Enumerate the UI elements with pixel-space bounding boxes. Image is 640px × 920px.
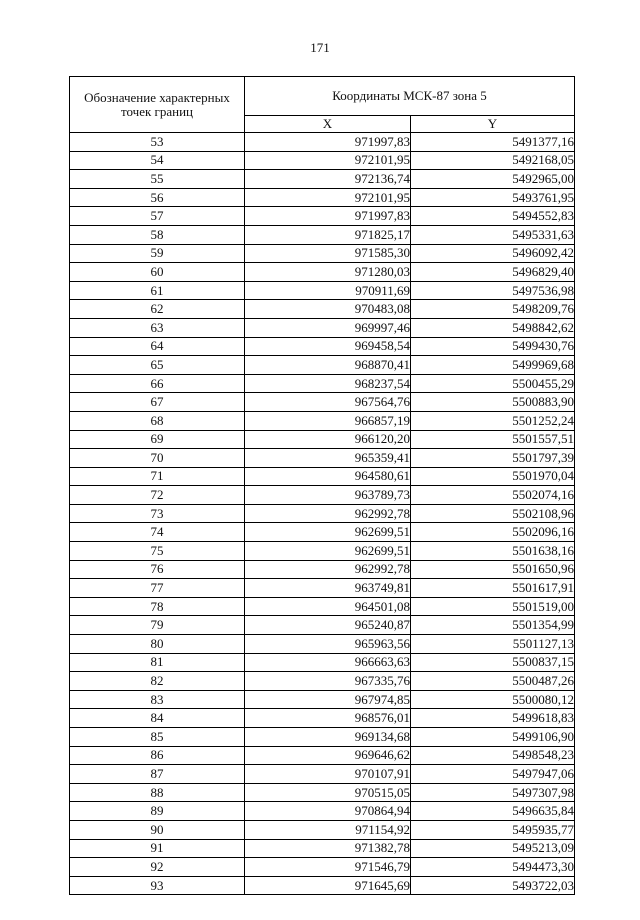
point-cell: 54 — [70, 151, 245, 170]
point-cell: 87 — [70, 765, 245, 784]
table-row — [70, 281, 575, 300]
table-row — [70, 597, 575, 616]
x-coordinate-cell: 966857,19 — [245, 411, 411, 430]
table-row — [70, 876, 575, 895]
x-coordinate-cell: 962992,78 — [245, 560, 411, 579]
x-coordinate-cell: 964580,61 — [245, 467, 411, 486]
x-coordinate-cell: 968870,41 — [245, 356, 411, 375]
point-cell: 61 — [70, 281, 245, 300]
point-cell: 89 — [70, 802, 245, 821]
point-column-header: Обозначение характерных точек границ — [70, 77, 245, 133]
table-row — [70, 579, 575, 598]
point-cell: 78 — [70, 597, 245, 616]
point-cell: 69 — [70, 430, 245, 449]
x-coordinate-cell: 963789,73 — [245, 486, 411, 505]
y-coordinate-cell: 5500487,26 — [411, 672, 575, 691]
x-coordinate-cell: 965240,87 — [245, 616, 411, 635]
table-row — [70, 449, 575, 468]
coordinates-table — [69, 76, 575, 895]
table-row — [70, 133, 575, 152]
point-cell: 83 — [70, 690, 245, 709]
y-coordinate-cell: 5499969,68 — [411, 356, 575, 375]
x-coordinate-cell: 969646,62 — [245, 746, 411, 765]
x-coordinate-cell: 971154,92 — [245, 820, 411, 839]
y-coordinate-cell: 5502096,16 — [411, 523, 575, 542]
table-row — [70, 486, 575, 505]
y-coordinate-cell: 5495331,63 — [411, 225, 575, 244]
y-coordinate-cell: 5500837,15 — [411, 653, 575, 672]
y-coordinate-cell: 5496092,42 — [411, 244, 575, 263]
table-row — [70, 374, 575, 393]
table-row — [70, 151, 575, 170]
y-coordinate-cell: 5497947,06 — [411, 765, 575, 784]
table-row — [70, 616, 575, 635]
table-row — [70, 207, 575, 226]
table-row — [70, 783, 575, 802]
point-cell: 81 — [70, 653, 245, 672]
y-coordinate-cell: 5498209,76 — [411, 300, 575, 319]
table-row — [70, 802, 575, 821]
x-coordinate-cell: 962699,51 — [245, 542, 411, 561]
x-coordinate-cell: 970911,69 — [245, 281, 411, 300]
point-cell: 82 — [70, 672, 245, 691]
x-coordinate-cell: 972101,95 — [245, 188, 411, 207]
point-cell: 88 — [70, 783, 245, 802]
y-coordinate-cell: 5502108,96 — [411, 504, 575, 523]
table-row — [70, 839, 575, 858]
table-row — [70, 188, 575, 207]
point-cell: 92 — [70, 858, 245, 877]
x-coordinate-cell: 971645,69 — [245, 876, 411, 895]
y-coordinate-cell: 5499430,76 — [411, 337, 575, 356]
x-coordinate-cell: 971997,83 — [245, 207, 411, 226]
table-row — [70, 690, 575, 709]
point-cell: 85 — [70, 728, 245, 747]
table-row — [70, 504, 575, 523]
table-row — [70, 728, 575, 747]
point-cell: 59 — [70, 244, 245, 263]
x-coordinate-cell: 969997,46 — [245, 318, 411, 337]
x-coordinate-cell: 970107,91 — [245, 765, 411, 784]
y-coordinate-cell: 5491377,16 — [411, 133, 575, 152]
x-coordinate-cell: 963749,81 — [245, 579, 411, 598]
x-coordinate-cell: 969458,54 — [245, 337, 411, 356]
x-coordinate-cell: 971997,83 — [245, 133, 411, 152]
x-coordinate-cell: 964501,08 — [245, 597, 411, 616]
point-cell: 77 — [70, 579, 245, 598]
x-coordinate-cell: 965963,56 — [245, 635, 411, 654]
y-coordinate-cell: 5499618,83 — [411, 709, 575, 728]
x-coordinate-cell: 968237,54 — [245, 374, 411, 393]
point-cell: 76 — [70, 560, 245, 579]
x-coordinate-cell: 967974,85 — [245, 690, 411, 709]
x-coordinate-cell: 962699,51 — [245, 523, 411, 542]
x-coordinate-cell: 969134,68 — [245, 728, 411, 747]
table-row — [70, 709, 575, 728]
x-coordinate-cell: 967335,76 — [245, 672, 411, 691]
table-row — [70, 393, 575, 412]
point-cell: 93 — [70, 876, 245, 895]
y-coordinate-cell: 5493761,95 — [411, 188, 575, 207]
point-cell: 53 — [70, 133, 245, 152]
y-coordinate-cell: 5498548,23 — [411, 746, 575, 765]
point-cell: 65 — [70, 356, 245, 375]
table-row — [70, 820, 575, 839]
y-coordinate-cell: 5498842,62 — [411, 318, 575, 337]
point-cell: 57 — [70, 207, 245, 226]
y-coordinate-cell: 5501354,99 — [411, 616, 575, 635]
y-coordinate-cell: 5492965,00 — [411, 170, 575, 189]
point-cell: 58 — [70, 225, 245, 244]
x-coordinate-cell: 971825,17 — [245, 225, 411, 244]
x-coordinate-cell: 970515,05 — [245, 783, 411, 802]
point-cell: 56 — [70, 188, 245, 207]
table-row — [70, 746, 575, 765]
y-column-header: Y — [411, 116, 575, 133]
y-coordinate-cell: 5492168,05 — [411, 151, 575, 170]
y-coordinate-cell: 5501252,24 — [411, 411, 575, 430]
y-coordinate-cell: 5496829,40 — [411, 263, 575, 282]
y-coordinate-cell: 5501650,96 — [411, 560, 575, 579]
y-coordinate-cell: 5495213,09 — [411, 839, 575, 858]
table-row — [70, 467, 575, 486]
point-cell: 91 — [70, 839, 245, 858]
x-coordinate-cell: 972101,95 — [245, 151, 411, 170]
point-cell: 86 — [70, 746, 245, 765]
table-row — [70, 263, 575, 282]
point-cell: 90 — [70, 820, 245, 839]
table-row — [70, 672, 575, 691]
y-coordinate-cell: 5494552,83 — [411, 207, 575, 226]
x-coordinate-cell: 971546,79 — [245, 858, 411, 877]
coordinate-system-header: Координаты МСК-87 зона 5 — [245, 77, 575, 116]
y-coordinate-cell: 5497307,98 — [411, 783, 575, 802]
table-row — [70, 411, 575, 430]
point-cell: 68 — [70, 411, 245, 430]
table-row — [70, 337, 575, 356]
y-coordinate-cell: 5500883,90 — [411, 393, 575, 412]
point-cell: 79 — [70, 616, 245, 635]
x-coordinate-cell: 970864,94 — [245, 802, 411, 821]
y-coordinate-cell: 5501970,04 — [411, 467, 575, 486]
point-cell: 73 — [70, 504, 245, 523]
y-coordinate-cell: 5499106,90 — [411, 728, 575, 747]
table-row — [70, 244, 575, 263]
y-coordinate-cell: 5501127,13 — [411, 635, 575, 654]
y-coordinate-cell: 5500080,12 — [411, 690, 575, 709]
y-coordinate-cell: 5494473,30 — [411, 858, 575, 877]
y-coordinate-cell: 5501638,16 — [411, 542, 575, 561]
point-cell: 67 — [70, 393, 245, 412]
table-header — [70, 77, 575, 133]
x-coordinate-cell: 966120,20 — [245, 430, 411, 449]
table-row — [70, 318, 575, 337]
x-coordinate-cell: 967564,76 — [245, 393, 411, 412]
table-row — [70, 225, 575, 244]
x-column-header: X — [245, 116, 411, 133]
y-coordinate-cell: 5501617,91 — [411, 579, 575, 598]
table-row — [70, 356, 575, 375]
x-coordinate-cell: 972136,74 — [245, 170, 411, 189]
point-cell: 75 — [70, 542, 245, 561]
x-coordinate-cell: 965359,41 — [245, 449, 411, 468]
point-cell: 72 — [70, 486, 245, 505]
point-cell: 71 — [70, 467, 245, 486]
y-coordinate-cell: 5500455,29 — [411, 374, 575, 393]
point-cell: 66 — [70, 374, 245, 393]
x-coordinate-cell: 971585,30 — [245, 244, 411, 263]
x-coordinate-cell: 971382,78 — [245, 839, 411, 858]
y-coordinate-cell: 5501797,39 — [411, 449, 575, 468]
page-number: 171 — [310, 40, 330, 55]
table-row — [70, 560, 575, 579]
point-cell: 55 — [70, 170, 245, 189]
table-row — [70, 523, 575, 542]
point-cell: 70 — [70, 449, 245, 468]
point-cell: 60 — [70, 263, 245, 282]
table-row — [70, 542, 575, 561]
y-coordinate-cell: 5497536,98 — [411, 281, 575, 300]
point-cell: 62 — [70, 300, 245, 319]
point-cell: 63 — [70, 318, 245, 337]
x-coordinate-cell: 968576,01 — [245, 709, 411, 728]
y-coordinate-cell: 5502074,16 — [411, 486, 575, 505]
y-coordinate-cell: 5495935,77 — [411, 820, 575, 839]
x-coordinate-cell: 970483,08 — [245, 300, 411, 319]
point-cell: 64 — [70, 337, 245, 356]
x-coordinate-cell: 971280,03 — [245, 263, 411, 282]
x-coordinate-cell: 966663,63 — [245, 653, 411, 672]
y-coordinate-cell: 5501557,51 — [411, 430, 575, 449]
y-coordinate-cell: 5501519,00 — [411, 597, 575, 616]
table-row — [70, 635, 575, 654]
table-row — [70, 430, 575, 449]
y-coordinate-cell: 5493722,03 — [411, 876, 575, 895]
x-coordinate-cell: 962992,78 — [245, 504, 411, 523]
table-row — [70, 858, 575, 877]
point-cell: 84 — [70, 709, 245, 728]
table-row — [70, 765, 575, 784]
point-cell: 74 — [70, 523, 245, 542]
table-row — [70, 653, 575, 672]
table-row — [70, 300, 575, 319]
point-cell: 80 — [70, 635, 245, 654]
table-row — [70, 170, 575, 189]
y-coordinate-cell: 5496635,84 — [411, 802, 575, 821]
table-body — [70, 133, 575, 895]
